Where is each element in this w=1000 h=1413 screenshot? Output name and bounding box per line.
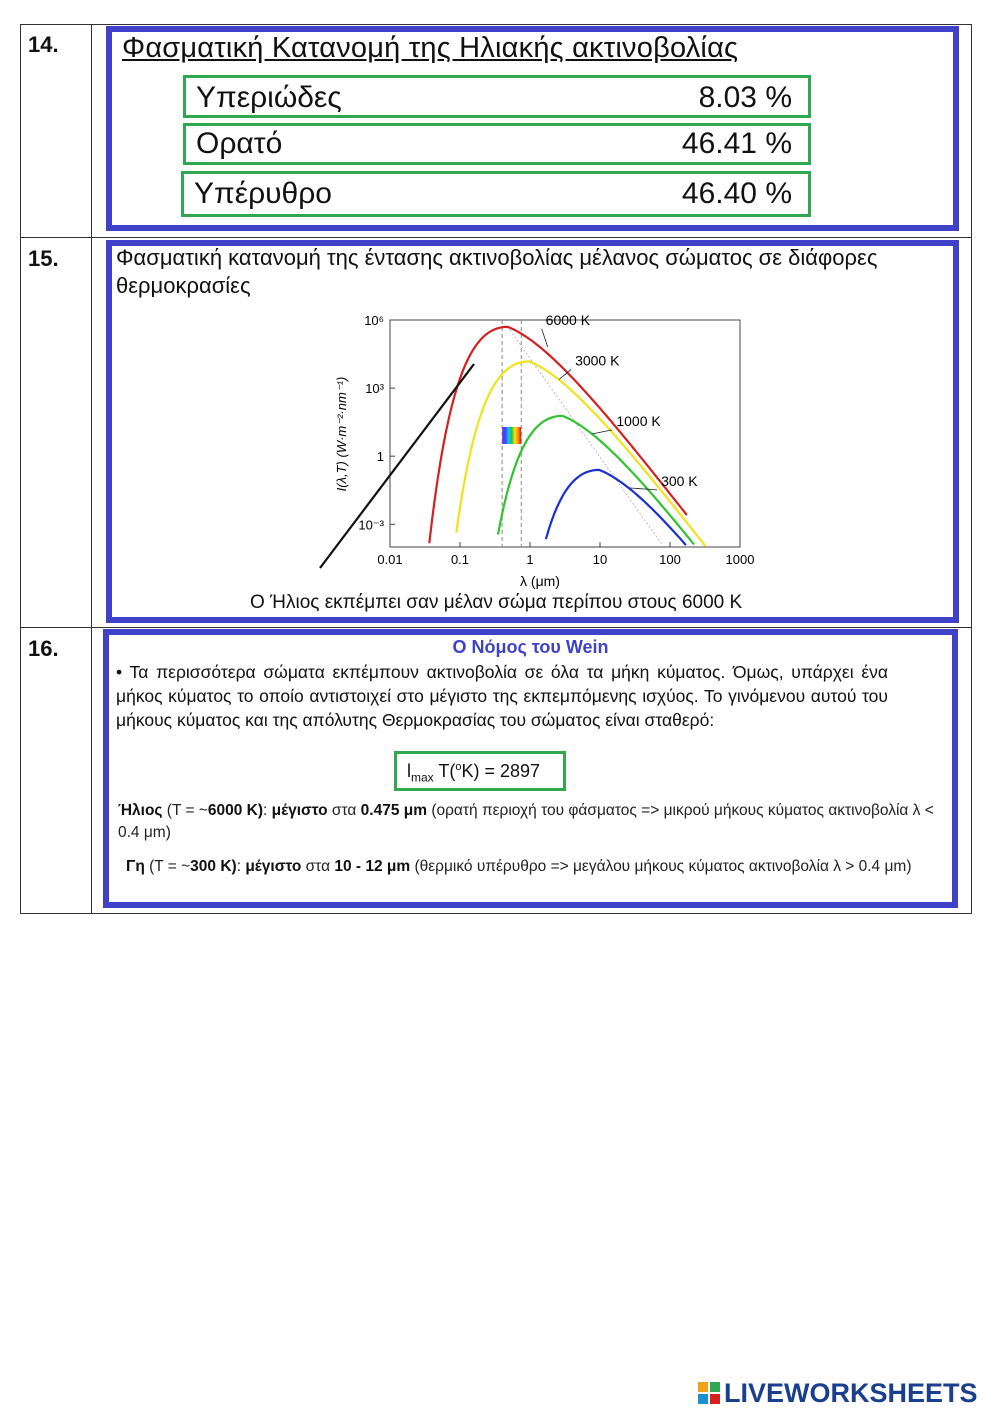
y-tick-label: 10³ xyxy=(365,381,384,397)
x-tick-label: 1000 xyxy=(725,552,755,567)
solar-spectrum-title: Φασματική Κατανομή της Ηλιακής ακτινοβολίας xyxy=(122,32,739,64)
row-number: 15. xyxy=(28,246,59,271)
ultraviolet-value: 8.03 % xyxy=(698,81,792,114)
liveworksheets-logo-icon xyxy=(698,1382,720,1404)
table-top-border xyxy=(20,24,972,25)
y-tick-label: 10⁻³ xyxy=(358,517,384,533)
x-tick-label: 100 xyxy=(659,552,681,567)
ultraviolet-label: Υπεριώδες xyxy=(196,81,342,114)
blackbody-title: Φασματική κατανομή της έντασης ακτινοβολίας μέλανος σώματος σε διάφορες θερμοκρασίες xyxy=(116,245,878,298)
annotation-stroke xyxy=(310,360,480,575)
series-label-1000k: 1000 K xyxy=(616,412,661,429)
visible-value: 46.41 % xyxy=(681,127,792,160)
y-tick-label: 10⁶ xyxy=(364,313,384,328)
wien-formula: $l_{max}$ T($^o$K) = 2897 xyxy=(407,761,541,785)
row-number: 16. xyxy=(28,636,59,661)
table-right-border xyxy=(971,24,972,914)
infrared-box xyxy=(181,171,811,217)
infrared-value: 46.40 % xyxy=(681,177,792,210)
x-tick-label: 0.1 xyxy=(450,552,470,567)
infrared-label: Υπέρυθρο xyxy=(194,177,332,210)
row-divider xyxy=(20,627,972,628)
visible-spectrum-swatch xyxy=(502,427,521,444)
wien-formula-box xyxy=(394,751,566,791)
blackbody-caption: Ο Ήλιος εκπέμπει σαν μέλαν σώμα περίπου στους 6000 K xyxy=(250,592,743,613)
x-tick-label: 10 xyxy=(592,552,608,567)
x-tick-label: 0.01 xyxy=(377,552,403,567)
table-bottom-border xyxy=(20,913,972,914)
row-number: 14. xyxy=(28,32,59,57)
row-divider xyxy=(20,237,972,238)
column-divider xyxy=(91,24,92,914)
series-label-300k: 300 K xyxy=(661,472,698,489)
y-tick-label: 1 xyxy=(376,449,384,465)
sun-maximum-text: Ήλιος (T = ~6000 K): μέγιστο στα 0.475 μm (ορατή περιοχή του φάσματος => μικρού μήκους κύματος ακτινοβολία λ < 0.4 μm) xyxy=(118,802,934,841)
wien-law-paragraph: • Τα περισσότερα σώματα εκπέμπουν ακτινοβολία σε όλα τα μήκη κύματος. Όμως, υπάρχει ένα μήκος κύματος το οποίο αντιστοιχεί στο μέγιστο της εκπεμπόμενης ισχύος. Το γινόμενου αυτού του μήκους κύματος και της απόλυτης Θερμοκρασίας του σώματος είναι σταθερό: xyxy=(116,662,888,730)
series-label-3000k: 3000 K xyxy=(575,352,620,369)
table-left-border xyxy=(20,24,21,914)
visible-label: Ορατό xyxy=(196,127,283,160)
visible-box xyxy=(183,123,811,165)
x-axis-label: λ (μm) xyxy=(520,573,560,589)
series-label-6000k: 6000 K xyxy=(545,311,591,328)
wien-law-title: Ο Νόμος του Wein xyxy=(452,637,609,657)
ultraviolet-box xyxy=(183,75,811,118)
liveworksheets-logo: LIVEWORKSHEETS xyxy=(724,1378,978,1408)
x-tick-label: 1 xyxy=(526,552,534,567)
earth-maximum-text: Γη (T = ~300 K): μέγιστο στα 10 - 12 μm (θερμικό υπέρυθρο => μεγάλου μήκους κύματος ακτινοβολία λ > 0.4 μm) xyxy=(126,858,912,875)
y-axis-label: I(λ,T) (W·m⁻²·nm⁻¹) xyxy=(334,376,349,492)
